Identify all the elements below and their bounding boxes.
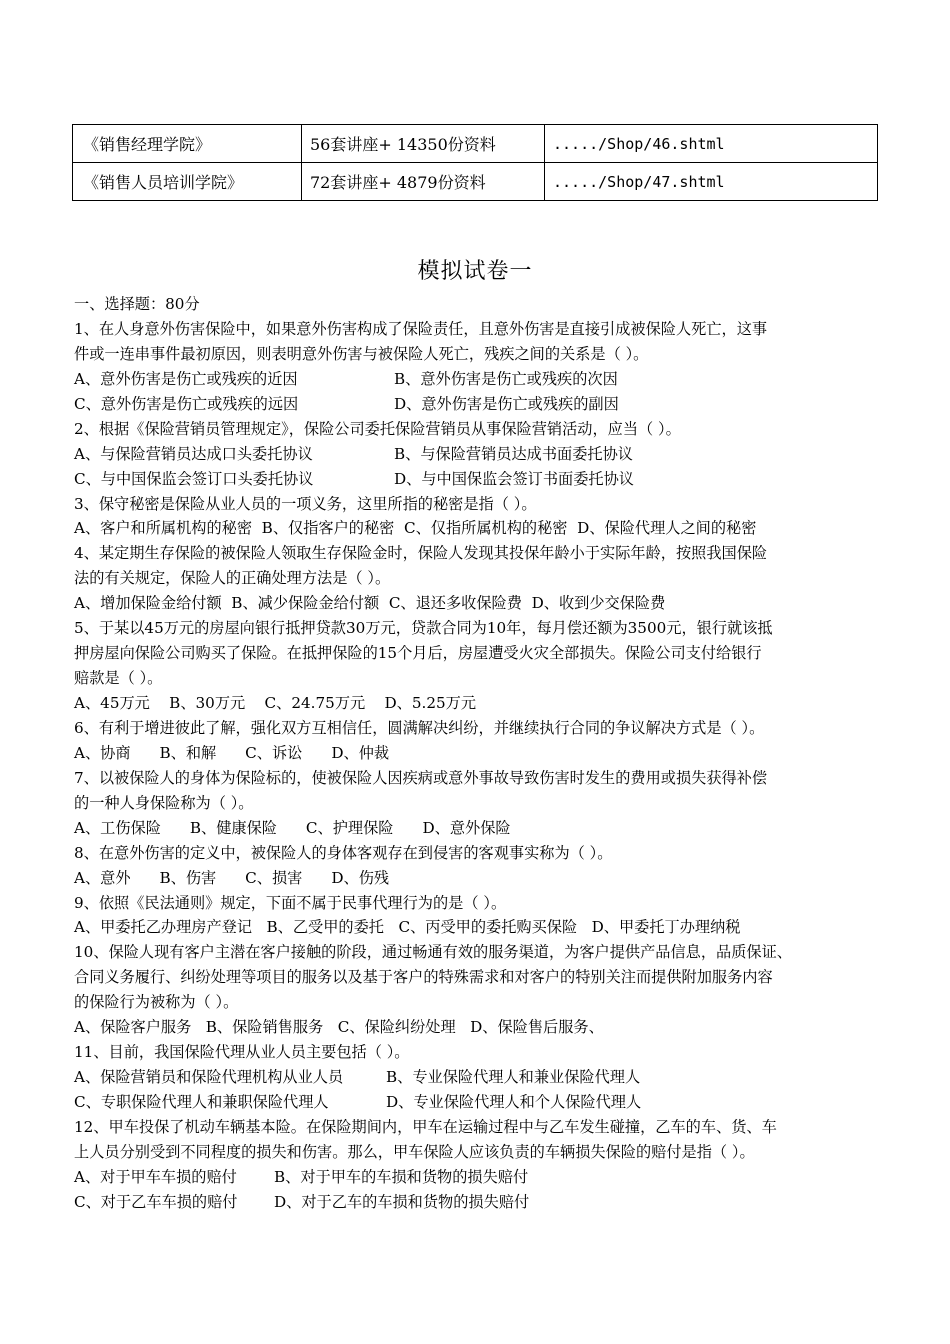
question-8-options: A、意外 B、伤害 C、损害 D、伤残 — [74, 868, 390, 887]
question-5-stem: 赔款是（ ）。 — [74, 669, 163, 688]
course-link-cell[interactable]: ...../Shop/47.shtml — [545, 163, 878, 201]
option-c: C、意外伤害是伤亡或残疾的远因 — [74, 394, 299, 413]
question-4-stem: 4、某定期生存保险的被保险人领取生存保险金时，保险人发现其投保年龄小于实际年龄，按照我国保险 — [74, 544, 768, 563]
question-1-stem: 件或一连串事件最初原因，则表明意外伤害与被保险人死亡，残疾之间的关系是（ ）。 — [74, 344, 649, 363]
option-b: B、专业保险代理人和兼业保险代理人 — [386, 1068, 641, 1087]
question-8-stem: 8、在意外伤害的定义中，被保险人的身体客观存在到侵害的客观事实称为（ ）。 — [74, 843, 613, 862]
question-2-options — [74, 442, 874, 467]
exam-body — [74, 292, 874, 1215]
question-2-options — [74, 467, 874, 492]
question-4-options: A、增加保险金给付额 B、减少保险金给付额 C、退还多收保险费 D、收到少交保险费 — [74, 594, 666, 613]
exam-title: 模拟试卷一 — [417, 259, 533, 284]
question-12-stem: 上人员分别受到不同程度的损失和伤害。那么，甲车保险人应该负责的车辆损失保险的赔付是指（ ）。 — [74, 1142, 755, 1161]
question-4-stem: 法的有关规定，保险人的正确处理方法是（ ）。 — [74, 569, 391, 588]
question-3-stem: 3、保守秘密是保险从业人员的一项义务，这里所指的秘密是指（ ）。 — [74, 494, 537, 513]
question-3-options: A、客户和所属机构的秘密 B、仅指客户的秘密 C、仅指所属机构的秘密 D、保险代理人之间的秘密 — [74, 519, 757, 538]
question-1-options — [74, 367, 874, 392]
table-row — [73, 163, 878, 201]
question-12-options — [74, 1165, 874, 1190]
course-content-cell: 56套讲座+ 14350份资料 — [302, 125, 545, 163]
question-9-stem: 9、依照《民法通则》规定，下面不属于民事代理行为的是（ ）。 — [74, 893, 507, 912]
option-b: B、与保险营销员达成书面委托协议 — [394, 444, 633, 463]
question-7-stem: 的一种人身保险称为（ ）。 — [74, 793, 254, 812]
question-6-stem: 6、有利于增进彼此了解，强化双方互相信任，圆满解决纠纷，并继续执行合同的争议解决方式是（ ）。 — [74, 718, 765, 737]
question-5-stem: 押房屋向保险公司购买了保险。在抵押保险的15个月后，房屋遭受火灾全部损失。保险公司支付给银行 — [74, 644, 762, 663]
question-2-stem: 2、根据《保险营销员管理规定》，保险公司委托保险营销员从事保险营销活动，应当（ ）。 — [74, 419, 681, 438]
question-1-options — [74, 392, 874, 417]
question-7-stem: 7、以被保险人的身体为保险标的，使被保险人因疾病或意外事故导致伤害时发生的费用或损失获得补偿 — [74, 768, 768, 787]
option-a: A、对于甲车车损的赔付 — [74, 1167, 237, 1186]
question-11-options — [74, 1065, 874, 1090]
question-11-stem: 11、目前，我国保险代理从业人员主要包括（ ）。 — [74, 1043, 410, 1062]
course-content-cell: 72套讲座+ 4879份资料 — [302, 163, 545, 201]
option-d: D、与中国保监会签订书面委托协议 — [394, 469, 634, 488]
option-d: D、对于乙车的车损和货物的损失赔付 — [274, 1192, 530, 1211]
question-1-stem: 1、在人身意外伤害保险中，如果意外伤害构成了保险责任，且意外伤害是直接引成被保险人死亡，这事 — [74, 319, 768, 338]
section-heading: 一、选择题：80分 — [74, 295, 200, 313]
question-12-stem: 12、甲车投保了机动车辆基本险。在保险期间内，甲车在运输过程中与乙车发生碰撞，乙车的车、货、车 — [74, 1117, 777, 1136]
option-a: A、与保险营销员达成口头委托协议 — [74, 444, 313, 463]
option-a: A、意外伤害是伤亡或残疾的近因 — [74, 369, 298, 388]
question-10-stem: 的保险行为被称为（ ）。 — [74, 993, 239, 1012]
question-11-options — [74, 1090, 874, 1115]
option-d: D、意外伤害是伤亡或残疾的副因 — [394, 394, 619, 413]
option-c: C、专职保险代理人和兼职保险代理人 — [74, 1093, 329, 1111]
course-catalog-table — [72, 124, 878, 201]
option-b: B、意外伤害是伤亡或残疾的次因 — [394, 369, 618, 388]
question-9-options: A、甲委托乙办理房产登记 B、乙受甲的委托 C、丙受甲的委托购买保险 D、甲委托丁办理纳税 — [74, 918, 741, 937]
question-12-options — [74, 1190, 874, 1215]
question-5-options: A、45万元 B、30万元 C、24.75万元 D、5.25万元 — [74, 694, 477, 712]
question-10-options: A、保险客户服务 B、保险销售服务 C、保险纠纷处理 D、保险售后服务、 — [74, 1018, 604, 1037]
table-row — [73, 125, 878, 163]
course-link-cell[interactable]: ...../Shop/46.shtml — [545, 125, 878, 163]
option-a: A、保险营销员和保险代理机构从业人员 — [74, 1068, 344, 1087]
question-5-stem: 5、于某以45万元的房屋向银行抵押贷款30万元，贷款合同为10年，每月偿还额为3500元，银行就该抵 — [74, 619, 773, 638]
course-name-cell: 《销售经理学院》 — [73, 125, 302, 163]
question-7-options: A、工伤保险 B、健康保险 C、护理保险 D、意外保险 — [74, 818, 511, 837]
option-d: D、专业保险代理人和个人保险代理人 — [386, 1093, 642, 1111]
option-c: C、与中国保监会签订口头委托协议 — [74, 469, 314, 488]
question-10-stem: 合同义务履行、纠纷处理等项目的服务以及基于客户的特殊需求和对客户的特别关注而提供附加服务内容 — [74, 968, 773, 987]
option-c: C、对于乙车车损的赔付 — [74, 1192, 238, 1211]
question-6-options: A、协商 B、和解 C、诉讼 D、仲裁 — [74, 743, 390, 762]
course-name-cell: 《销售人员培训学院》 — [73, 163, 302, 201]
question-10-stem: 10、保险人现有客户主潜在客户接触的阶段，通过畅通有效的服务渠道，为客户提供产品信息，品质保证、 — [74, 943, 792, 962]
option-b: B、对于甲车的车损和货物的损失赔付 — [274, 1167, 529, 1186]
